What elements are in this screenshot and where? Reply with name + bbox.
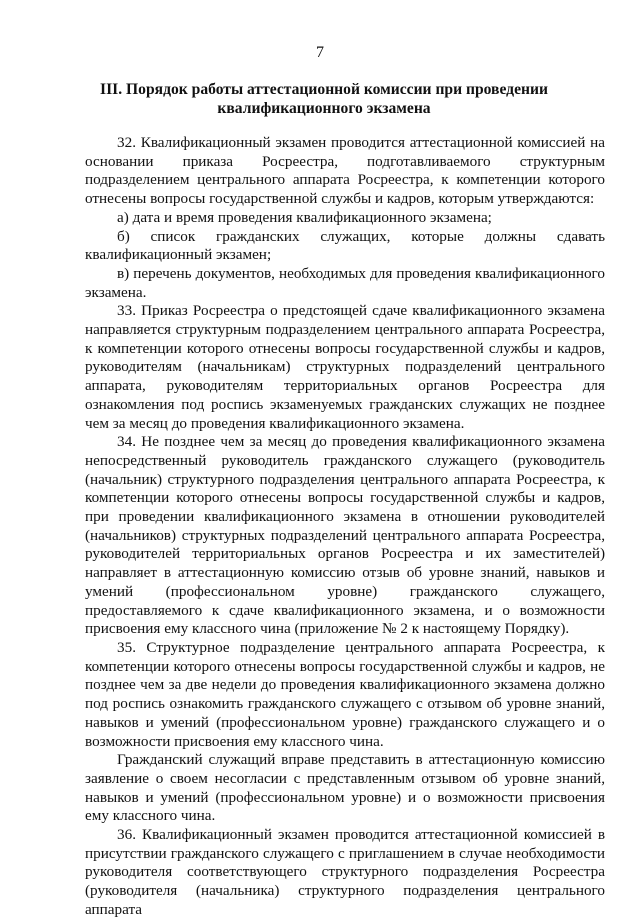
paragraph-32: 32. Квалификационный экзамен проводится аттестационной комиссией на основании приказа Росреестра, подготавливаемого структурным подразделением центрального аппарата Росреестра, к компетенции которого отнесены вопросы государственной службы и кадров, которым утверждаются: xyxy=(85,134,605,208)
paragraph-35: 35. Структурное подразделение центрального аппарата Росреестра, к компетенции которого отнесены вопросы государственной службы и кадров, не позднее чем за две недели до проведения квалификационного экзамена должно под роспись ознакомить гражданского служащего с отзывом об уровне знаний, навыков и умений (профессиональном уровне) гражданского служащего и о возможности присвоения ему классного чина. xyxy=(85,638,605,750)
list-item-c: в) перечень документов, необходимых для проведения квалификационного экзамена. xyxy=(85,264,605,301)
document-body xyxy=(85,134,605,920)
paragraph-34: 34. Не позднее чем за месяц до проведения квалификационного экзамена непосредственный руководитель гражданского служащего (руководитель (начальник) структурного подразделения центрального аппарата Росреестра, к компетенции которого отнесены вопросы государственной службы и кадров, при проведении квалификационного экзамена в отношении руководителей (начальников) структурных подразделений центрального аппарата Росреестра, руководителей территориальных органов Росреестра и их заместителей) направляет в аттестационную комиссию отзыв об уровне знаний, навыков и умений (профессиональном уровне) гражданского служащего, предоставляемого к сдаче квалификационного экзамена, и о возможности присвоения ему классного чина (приложение № 2 к настоящему Порядку). xyxy=(85,433,605,638)
section-heading-line-2: квалификационного экзамена xyxy=(217,100,431,117)
page-number: 7 xyxy=(316,44,324,61)
paragraph-35-note: Гражданский служащий вправе представить в аттестационную комиссию заявление о своем несогласии с представленным отзывом об уровне знаний, навыков и умений (профессиональном уровне) и о возможности присвоения ему классного чина. xyxy=(85,751,605,825)
section-heading xyxy=(100,80,548,118)
list-item-a: а) дата и время проведения квалификационного экзамена; xyxy=(117,208,492,226)
section-heading-line-1: III. Порядок работы аттестационной комиссии при проведении xyxy=(100,81,548,98)
list-item-b: б) список гражданских служащих, которые должны сдавать квалификационный экзамен; xyxy=(85,227,605,264)
paragraph-33: 33. Приказ Росреестра о предстоящей сдаче квалификационного экзамена направляется структурным подразделением центрального аппарата Росреестра, к компетенции которого отнесены вопросы государственной службы и кадров, руководителям (начальникам) структурных подразделений центрального аппарата, руководителям территориальных органов Росреестра для ознакомления под роспись экзаменуемых гражданских служащих не позднее чем за месяц до проведения квалификационного экзамена. xyxy=(85,302,605,432)
paragraph-36: 36. Квалификационный экзамен проводится аттестационной комиссией в присутствии гражданского служащего с приглашением в случае необходимости руководителя соответствующего структурного подразделения Росреестра (руководителя (начальника) структурного подразделения центрального аппарата xyxy=(85,826,605,918)
